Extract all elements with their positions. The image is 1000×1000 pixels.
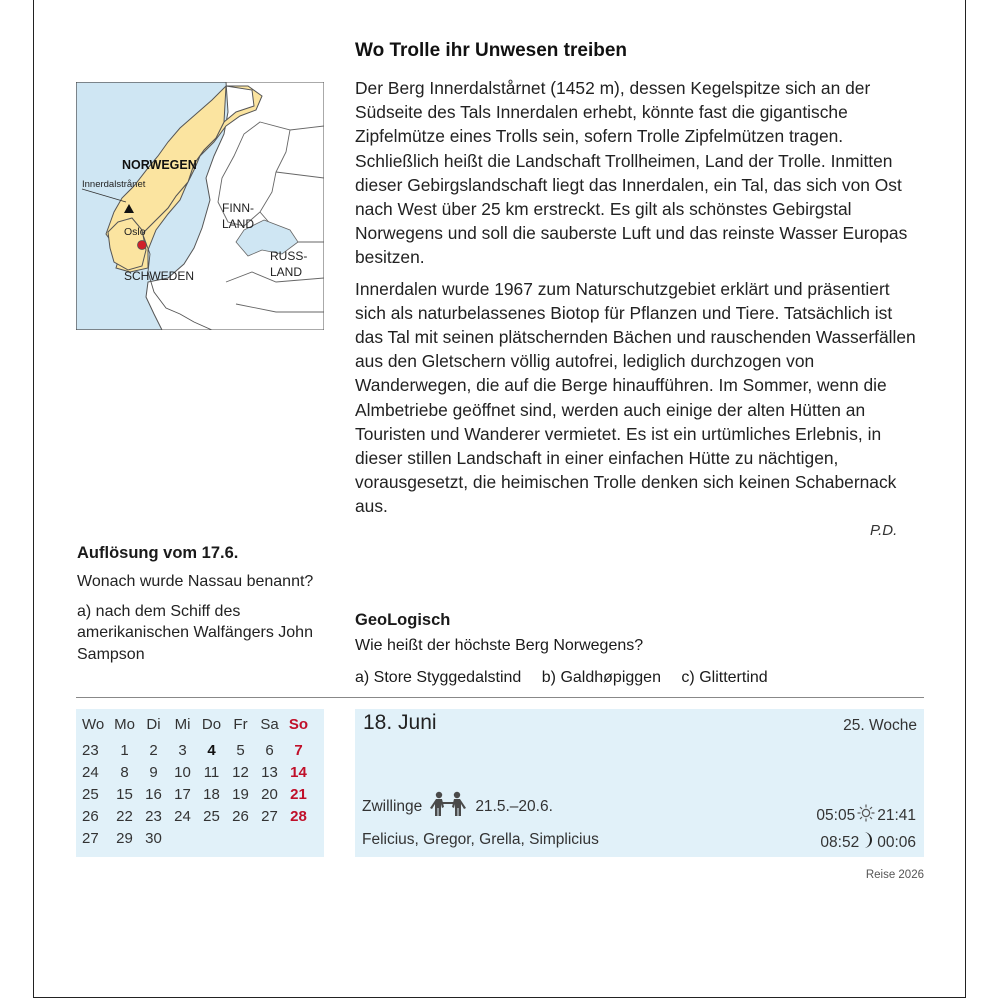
- calendar-week-number: 26: [82, 807, 99, 825]
- calendar-day: 23: [145, 807, 162, 825]
- sunset-time: 21:41: [877, 806, 916, 824]
- calendar-header-day: Fr: [233, 715, 248, 733]
- calendar-week-number: 25: [82, 785, 99, 803]
- divider: [76, 697, 924, 698]
- calendar-day: [168, 827, 197, 849]
- quiz-question: Wie heißt der höchste Berg Norwegens?: [355, 637, 644, 654]
- calendar-day: 29: [116, 829, 133, 847]
- calendar-header-day: Mi: [174, 715, 191, 733]
- solution-question: Wonach wurde Nassau benannt?: [77, 573, 314, 590]
- sunrise-time: 05:05: [816, 806, 856, 824]
- calendar-header-day: Do: [201, 715, 222, 733]
- quiz-option-a: a) Store Styggedalstind: [355, 669, 522, 686]
- calendar-week-number: 24: [82, 763, 99, 781]
- calendar-day: 11: [203, 763, 220, 781]
- calendar-day: 25: [203, 807, 220, 825]
- label-mountain: Innerdalstrånet: [82, 179, 146, 190]
- label-russia-1: RUSS-: [270, 249, 308, 263]
- zodiac-row: [362, 791, 553, 822]
- moonset-time: 00:06: [877, 833, 916, 851]
- calendar-day: 22: [116, 807, 133, 825]
- quiz-options: [355, 667, 925, 689]
- calendar-row: [79, 783, 313, 805]
- label-oslo: Oslo: [124, 226, 146, 238]
- calendar-day: 2: [149, 741, 158, 759]
- calendar-day: 12: [232, 763, 249, 781]
- label-russia-2: LAND: [270, 265, 303, 279]
- moon-icon: [861, 831, 875, 854]
- name-days: Felicius, Gregor, Grella, Simplicius: [362, 831, 599, 848]
- calendar-day: 6: [265, 741, 274, 759]
- calendar-header-day: Sa: [260, 715, 279, 733]
- moon-times: [820, 831, 916, 854]
- calendar-day: 24: [174, 807, 191, 825]
- solution-box: [77, 544, 327, 673]
- calendar-header-day: Mo: [114, 715, 135, 733]
- calendar-row: [79, 827, 313, 849]
- solution-answer: a) nach dem Schiff des amerikanischen Walfängers John Sampson: [77, 602, 313, 663]
- calendar-day: [255, 827, 284, 849]
- day-info-block: [355, 709, 924, 857]
- calendar-day: 20: [261, 785, 278, 803]
- calendar-day: [197, 827, 226, 849]
- calendar-day: 26: [232, 807, 249, 825]
- calendar-day: 5: [236, 741, 245, 759]
- calendar-day-sunday: 14: [290, 763, 307, 781]
- article-paragraph-2: Innerdalen wurde 1967 zum Naturschutzgebiet erklärt und präsentiert sich als naturbelassenes Biotop für Pflanzen und Tiere. Tatsächlich ist das Tal mit seinen plätschernden Bächen und rauschenden Wasserfällen aus den Gletschern völlig autofrei, lediglich durchzogen von Wanderwegen, die auf die Berge hinaufführen. Im Sommer, wenn die Almbetriebe geöffnet sind, werden auch einige der alten Hütten an Touristen und Wanderer vermietet. Es ist ein urtümliches Erlebnis, in dieser stillen Landschaft in einer einfachen Hütte zu nächtigen, vorausgesetzt, die heimischen Trolle denken sich keinen Schabernack aus.: [355, 278, 916, 517]
- label-sweden: SCHWEDEN: [124, 269, 195, 283]
- calendar-week-number: 27: [82, 829, 99, 847]
- article-title: Wo Trolle ihr Unwesen treiben: [355, 40, 628, 61]
- quiz-box: [355, 611, 925, 689]
- calendar-day: [226, 827, 255, 849]
- calendar-day-highlight: 4: [207, 741, 216, 759]
- calendar-day: 17: [174, 785, 191, 803]
- calendar-day-sunday: 28: [290, 807, 307, 825]
- mini-calendar: [76, 709, 324, 857]
- moonrise-time: 08:52: [820, 833, 860, 851]
- calendar-day: 18: [203, 785, 220, 803]
- calendar-week-number: 23: [82, 741, 99, 759]
- calendar-header-row: [79, 709, 313, 739]
- calendar-header-week: Wo: [82, 715, 105, 733]
- article-paragraph-1: Der Berg Innerdalstårnet (1452 m), dessen Kegelspitze sich an der Südseite des Tals Innerdalen erhebt, könnte fast die gigantische Zipfelmütze eines Trolls sein, sofern Trolle Zipfelmützen tragen. Schließlich heißt die Landschaft Trollheimen, Land der Trolle. Inmitten dieser Gebirgslandschaft liegt das Innerdalen, ein Tal, das sich von Ost nach West über 25 km erstreckt. Es gilt als schönstes Gebirgstal Norwegens und soll die sauberste Luft und das reinste Wasser Europas besitzen.: [355, 78, 908, 268]
- calendar-day: 27: [261, 807, 278, 825]
- zodiac-name: Zwillinge: [362, 797, 423, 815]
- sun-icon: [857, 804, 875, 827]
- calendar-row: [79, 805, 313, 827]
- calendar-row: [79, 739, 313, 761]
- quiz-option-c: c) Glittertind: [681, 669, 768, 686]
- calendar-day: 8: [120, 763, 129, 781]
- day-date: 18. Juni: [363, 711, 437, 734]
- calendar-day: 10: [174, 763, 191, 781]
- label-norway: NORWEGEN: [122, 158, 197, 172]
- footer-label: Reise 2026: [865, 869, 924, 881]
- quiz-heading: GeoLogisch: [355, 611, 451, 629]
- label-finland-1: FINN-: [222, 201, 254, 215]
- calendar-day-sunday: 7: [294, 741, 303, 759]
- zodiac-range: 21.5.–20.6.: [475, 797, 553, 815]
- solution-heading: Auflösung vom 17.6.: [77, 544, 239, 562]
- calendar-day-sunday: [284, 827, 313, 849]
- calendar-day: 16: [145, 785, 162, 803]
- calendar-row: [79, 761, 313, 783]
- article-body: [355, 76, 923, 526]
- calendar-day: 30: [145, 829, 162, 847]
- label-finland-2: LAND: [222, 217, 255, 231]
- calendar-header-sunday: So: [288, 715, 309, 733]
- calendar-day: 15: [116, 785, 133, 803]
- article-author: P.D.: [870, 522, 898, 539]
- gemini-icon: [428, 791, 468, 822]
- map-norway: [76, 82, 324, 330]
- quiz-option-b: b) Galdhøpiggen: [541, 669, 661, 686]
- sun-times: [816, 804, 916, 827]
- calendar-day-sunday: 21: [290, 785, 307, 803]
- calendar-day: 3: [178, 741, 187, 759]
- day-week: 25. Woche: [843, 717, 917, 734]
- calendar-header-day: Di: [146, 715, 161, 733]
- calendar-day: 19: [232, 785, 249, 803]
- calendar-day: 1: [120, 741, 129, 759]
- calendar-day: 9: [149, 763, 158, 781]
- calendar-day: 13: [261, 763, 278, 781]
